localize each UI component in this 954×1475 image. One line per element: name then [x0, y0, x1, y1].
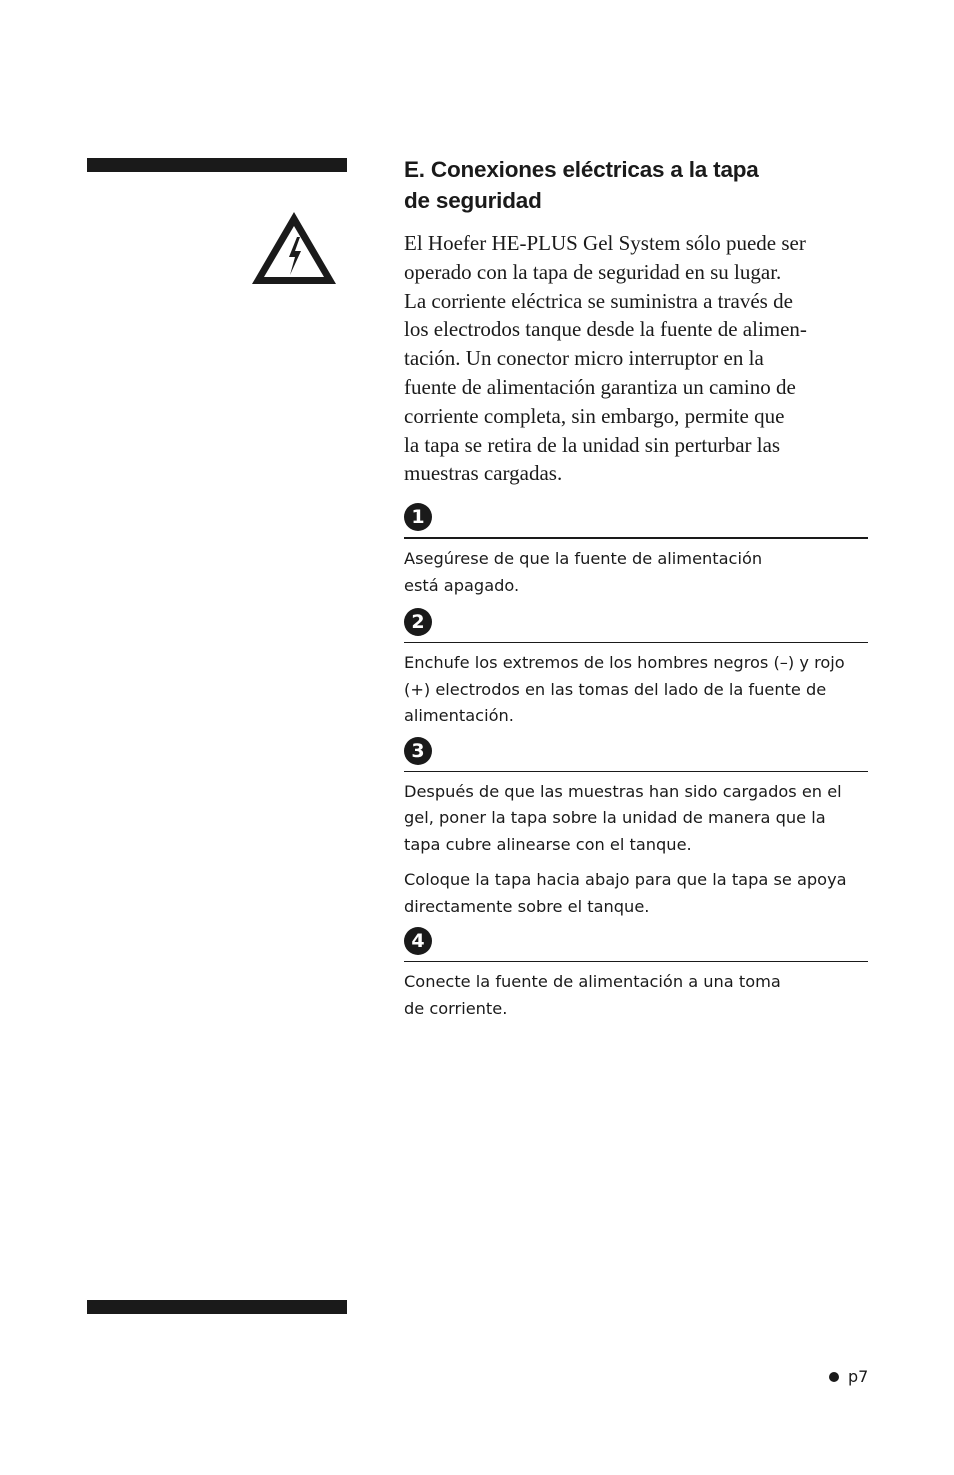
step-text — [404, 969, 868, 1022]
intro-line: El Hoefer HE-PLUS Gel System sólo puede ser — [404, 231, 806, 255]
step-header — [404, 499, 868, 539]
step-header — [404, 604, 868, 643]
step-3 — [404, 733, 868, 921]
bottom-rule-bar — [87, 1300, 347, 1314]
intro-line: operado con la tapa de seguridad en su lugar. — [404, 259, 782, 284]
step-line: Después de que las muestras han sido cargados en el — [404, 781, 842, 801]
step-line: tapa cubre alinearse con el tanque. — [404, 834, 692, 854]
step-line: Enchufe los extremos de los hombres negros (–) y rojo — [404, 653, 845, 673]
intro-line: corriente completa, sin embargo, permite que — [404, 403, 785, 428]
step-text-second-paragraph — [404, 867, 868, 920]
section-heading — [404, 154, 868, 216]
intro-line: muestras cargadas. — [404, 461, 563, 486]
page-number: p7 — [848, 1367, 869, 1386]
step-line: Coloque la tapa hacia abajo para que la tapa se apoya — [404, 870, 847, 890]
step-4 — [404, 923, 868, 1022]
step-line: Asegúrese de que la fuente de alimentación — [404, 549, 763, 569]
page-footer — [829, 1366, 868, 1388]
bullet-icon — [829, 1372, 839, 1382]
step-header — [404, 733, 868, 772]
intro-line: tación. Un conector micro interruptor en la — [404, 346, 764, 371]
intro-line: fuente de alimentación garantiza un camino de — [404, 374, 796, 399]
step-number-badge: 4 — [404, 927, 432, 955]
step-line: gel, poner la tapa sobre la unidad de manera que la — [404, 808, 826, 828]
step-number-badge: 3 — [404, 737, 432, 765]
intro-line: La corriente eléctrica se suministra a través de — [404, 288, 793, 313]
step-1 — [404, 499, 868, 599]
heading-line: de seguridad — [404, 188, 542, 213]
step-line: alimentación. — [404, 706, 514, 726]
heading-line: E. Conexiones eléctricas a la tapa — [404, 157, 759, 182]
step-number-badge: 1 — [404, 503, 432, 531]
step-number-badge: 2 — [404, 608, 432, 636]
step-line: está apagado. — [404, 575, 520, 595]
top-rule-bar — [87, 158, 347, 172]
step-header — [404, 923, 868, 962]
electrical-hazard-icon — [249, 209, 339, 287]
step-2 — [404, 604, 868, 730]
step-text — [404, 650, 868, 730]
step-text — [404, 779, 868, 859]
step-line: de corriente. — [404, 998, 508, 1018]
step-line: (+) electrodos en las tomas del lado de la fuente de — [404, 679, 827, 699]
step-line: Conecte la fuente de alimentación a una toma — [404, 972, 781, 992]
step-line: directamente sobre el tanque. — [404, 896, 650, 916]
step-text — [404, 546, 868, 599]
intro-line: la tapa se retira de la unidad sin perturbar las — [404, 432, 781, 457]
intro-line: los electrodos tanque desde la fuente de alimen- — [404, 317, 807, 342]
intro-paragraph — [404, 229, 868, 488]
content-column — [404, 154, 868, 1022]
